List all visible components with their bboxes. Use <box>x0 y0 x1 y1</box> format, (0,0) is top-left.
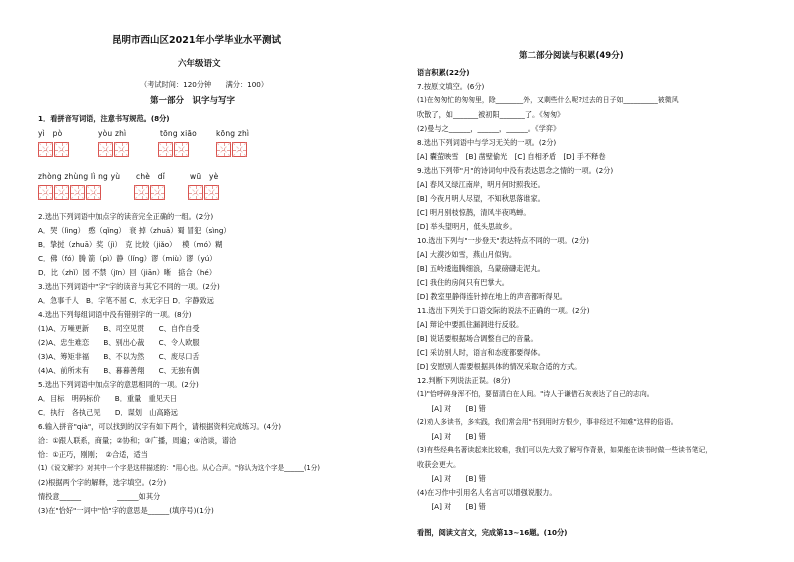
writing-box[interactable] <box>232 142 247 157</box>
part2-title: 第二部分阅读与积累(49分) <box>519 51 624 61</box>
option-line: [B] 五岭逶迤腾细浪，乌蒙磅礴走泥丸。 <box>417 264 545 273</box>
question-1: 1．看拼音写词语，注意书写规范。(8分) <box>38 114 170 123</box>
option-line: C．佛（fó）腾 箭（pì）静（lǐng）谬（miù）谬（yú） <box>38 254 217 263</box>
option-line: (1)A、万噪更新 B、司空见贯 C、自作自受 <box>38 324 200 333</box>
option-line: [C] 明月别枝惊鹊，清风半夜鸣蝉。 <box>417 208 531 217</box>
writing-box[interactable] <box>54 185 69 200</box>
pinyin-6: chè dǐ <box>136 172 166 181</box>
option-line: C．执行 各执己见 D．谋划 山高路远 <box>38 408 178 417</box>
pinyin-4: kōng zhì <box>216 129 250 138</box>
fill-line: 吹散了，如_______被初阳_______了。《匆匆》 <box>417 110 565 119</box>
writing-box[interactable] <box>134 185 149 200</box>
question-3: 3.选出下列词语中"字"字的读音与其它不同的一项。(2分) <box>38 282 220 291</box>
option-line: A．目标 明码标价 B．重量 重见天日 <box>38 394 178 403</box>
pinyin-2: yòu zhì <box>98 129 127 138</box>
writing-box[interactable] <box>86 185 101 200</box>
option-line: [A] 辩论中要抓住漏洞进行反驳。 <box>417 320 524 329</box>
question-5: 5.选出下列词语中加点字的意思相同的一项。(2分) <box>38 380 199 389</box>
question-11: 11.选出下列关于口语交际的说法不正确的一项。(2分) <box>417 306 590 315</box>
judge-options[interactable]: [A] 对 [B] 错 <box>417 432 486 441</box>
option-line: (4)A、前所未有 B、暮暮善翔 C、无独有偶 <box>38 366 200 375</box>
option-line: (2)A、忠生难恋 B、别出心裁 C、令人欧服 <box>38 338 200 347</box>
writing-box[interactable] <box>158 142 173 157</box>
fill-blank: 情投意______ ______如其分 <box>38 492 161 501</box>
option-line: D．比（zhǐ）园 不禁（jīn）回（jiān）晰 掂合（hé） <box>38 268 217 277</box>
writing-box[interactable] <box>98 142 113 157</box>
option-line: [A] 春风又绿江南岸，明月何时照我还。 <box>417 180 545 189</box>
judge-statement: (4)在习作中引用名人名言可以增强说服力。 <box>417 488 557 497</box>
question-10: 10.选出下列与"一步登天"表达特点不同的一项。(2分) <box>417 236 589 245</box>
fill-line: (2)曼与之______，______，______。《学弈》 <box>417 124 561 133</box>
writing-box[interactable] <box>38 185 53 200</box>
writing-box[interactable] <box>150 185 165 200</box>
definition-line: 恰：①正巧，刚刚； ②合适，适当 <box>38 450 148 459</box>
option-line: [C] 采访别人时，语言和态度都要得体。 <box>417 348 545 357</box>
subject-title: 六年级语文 <box>178 59 221 69</box>
option-line: B．挚挝（zhuā）奖（jì） 克 比较（jiǎo） 模（mó）糊 <box>38 240 223 249</box>
writing-box[interactable] <box>188 185 203 200</box>
part1-title: 第一部分 识字与写字 <box>150 96 236 106</box>
option-line: [A] 囊萤映雪 [B] 凿壁偷光 [C] 自相矛盾 [D] 手不释卷 <box>417 152 606 161</box>
judge-statement: (3)有些经典名著读起来比较难，我们可以先大致了解写作背景，如果能在读书时做一些读书笔记， <box>417 446 713 454</box>
exam-title: 昆明市西山区2021年小学毕业水平测试 <box>112 35 281 46</box>
option-line: [D] 举头望明月，低头思故乡。 <box>417 222 517 231</box>
sub-question: (2)根据两个字的解释，选字填空。(2分) <box>38 478 167 487</box>
option-line: [D] 教室里静得连针掉在地上的声音都听得见。 <box>417 292 567 301</box>
judge-options[interactable]: [A] 对 [B] 错 <box>417 502 486 511</box>
option-line: [B] 今夜月明人尽望，不知秋思落谁家。 <box>417 194 545 203</box>
judge-options[interactable]: [A] 对 [B] 错 <box>417 474 486 483</box>
sub-question: (3)在"恰好"一词中"恰"字的意思是______(填序号)(1分) <box>38 506 214 515</box>
question-12: 12.判断下列说法正误。(8分) <box>417 376 511 385</box>
question-7: 7.按原文填空。(6分) <box>417 82 485 91</box>
judge-statement: 收获会更大。 <box>417 460 461 469</box>
writing-box[interactable] <box>54 142 69 157</box>
pinyin-3: tōng xiāo <box>160 129 197 138</box>
writing-box[interactable] <box>174 142 189 157</box>
option-line: [C] 我住的房间只有巴掌大。 <box>417 278 509 287</box>
pinyin-1: yì pò <box>38 129 63 138</box>
definition-line: 洽：①跟人联系，商量；②协和；③广播，周遍；④洽谈，谱洽 <box>38 436 237 445</box>
question-8: 8.选出下列词语中与学习无关的一项。(2分) <box>417 138 557 147</box>
question-4: 4.选出下列每组词语中没有错别字的一项。(8分) <box>38 310 192 319</box>
option-line: [D] 安慰别人需要根据具体的情况采取合适的方式。 <box>417 362 582 371</box>
writing-box[interactable] <box>204 185 219 200</box>
question-2: 2.选出下列词语中加点字的读音完全正确的一组。(2分) <box>38 212 214 221</box>
writing-box[interactable] <box>70 185 85 200</box>
option-line: [B] 说话要根据场合调整自己的音量。 <box>417 334 538 343</box>
option-line: (3)A、筹矩非福 B、不以为然 C、废尽口舌 <box>38 352 200 361</box>
option-line: A．哭（lìng） 憨（qǐng） 衰 掉（zhuā）蜀 冒犯（sìng） <box>38 226 231 235</box>
judge-statement: (1)"恰呼碎身浑不怕，要留清白在人间。"诗人于谦借石灰表达了自己的志向。 <box>417 390 654 398</box>
judge-statement: (2)劝人多读书，多实践，我们常会用"书到用时方恨少，事非经过不知难"这样的俗语。 <box>417 418 678 426</box>
option-line: [A] 大漠沙如雪，燕山月似钩。 <box>417 250 517 259</box>
writing-box[interactable] <box>216 142 231 157</box>
reading-instruction: 看图，阅读文言文，完成第13~16题。(10分) <box>417 528 568 537</box>
question-6: 6.输入拼音"qià"，可以找到的汉字有如下两个，请根据资料完成练习。(4分) <box>38 422 282 431</box>
exam-info: （考试时间：120分钟 满分：100） <box>140 80 269 89</box>
pinyin-5: zhòng zhùng lì ng yù <box>38 172 121 181</box>
writing-box[interactable] <box>38 142 53 157</box>
pinyin-7: wū yè <box>190 172 219 181</box>
section-title: 语言积累(22分) <box>417 68 470 77</box>
writing-box[interactable] <box>114 142 129 157</box>
sub-question: (1)《说文解字》对其中一个字是这样描述的："用心也。从心合声。"你认为这个字是______(1分) <box>38 464 320 472</box>
fill-line: (1)在匆匆忙的匆匆里，除________外，又剩些什么呢?过去的日子如__________被微风 <box>417 96 679 104</box>
judge-options[interactable]: [A] 对 [B] 错 <box>417 404 486 413</box>
question-9: 9.选出下列带"月"的诗词句中没有表达思念之情的一项。(2分) <box>417 166 614 175</box>
option-line: A．急事千人 B．字笔不屈 C．水无字日 D．字静致远 <box>38 296 214 305</box>
